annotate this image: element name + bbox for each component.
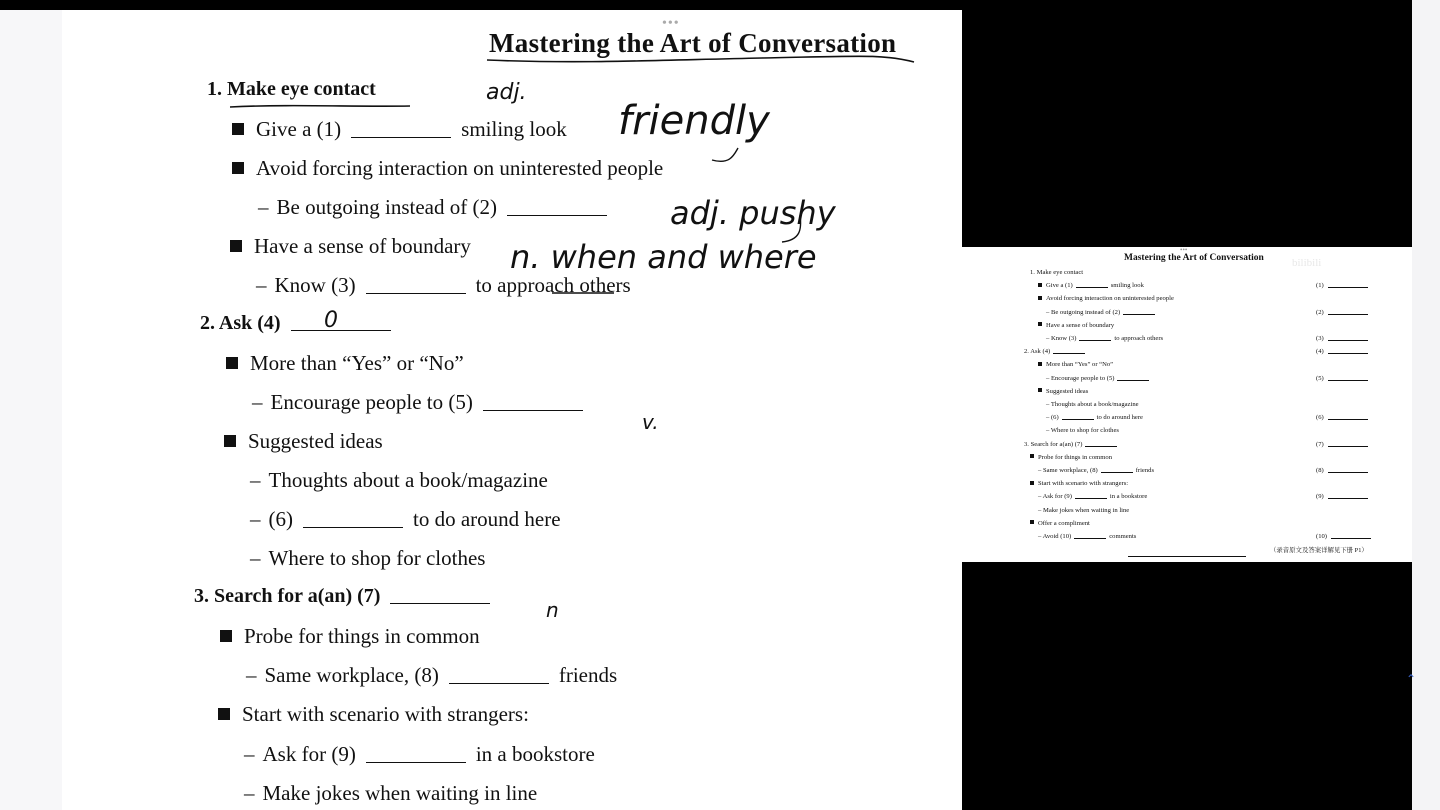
outline-subitem: [252, 390, 593, 415]
answer-line: [1331, 538, 1371, 539]
dash-marker: –: [1038, 533, 1043, 540]
answer-blank[interactable]: [291, 330, 391, 331]
answer-number: (7): [1316, 440, 1324, 448]
document-page: [62, 10, 962, 810]
thumbnail-line-text-after: comments: [1109, 533, 1137, 540]
thumbnail-line-text: Make jokes when waiting in line: [1042, 506, 1130, 514]
answer-number: (4): [1316, 348, 1324, 356]
answer-blank[interactable]: [483, 410, 583, 411]
thumbnail-line-text-after: to do around here: [1096, 414, 1143, 422]
outline-text: Be outgoing instead of (2): [276, 195, 497, 219]
outline-text-after: smiling look: [461, 117, 567, 141]
thumbnail-answer-slot: [1316, 414, 1368, 421]
answer-number: (8): [1316, 467, 1324, 474]
thumbnail-blank: [1079, 340, 1111, 341]
thumbnail-line-text: More than “Yes” or “No”: [1046, 361, 1114, 369]
thumbnail-line: [1038, 361, 1113, 368]
outline-text: Have a sense of boundary: [254, 234, 471, 258]
thumbnail-blank: [1123, 314, 1155, 315]
thumbnail-line: [1038, 507, 1129, 514]
outline-bullet: [218, 702, 529, 727]
outline-text: 2. Ask (4): [200, 312, 281, 334]
thumbnail-line-text: Suggested ideas: [1046, 387, 1089, 395]
dash-marker: –: [246, 663, 257, 687]
thumbnail-line: [1038, 493, 1147, 500]
answer-line: [1328, 498, 1368, 499]
answer-line: [1328, 446, 1368, 447]
handwritten-answer-friendly: friendly: [618, 98, 770, 144]
thumbnail-line-text: Have a sense of boundary: [1046, 321, 1115, 329]
outline-subitem: [250, 468, 548, 493]
answer-number: (3): [1316, 335, 1324, 342]
thumbnail-answer-slot: [1316, 375, 1368, 382]
answer-blank[interactable]: [507, 215, 607, 216]
outline-text: More than “Yes” or “No”: [250, 351, 464, 375]
thumbnail-footnote: （录音原文及答案详解见下册 P1）: [1270, 547, 1368, 554]
outline-text: Encourage people to (5): [270, 390, 473, 414]
thumbnail-line-text: 3. Search for a(an) (7): [1024, 440, 1083, 448]
thumbnail-line-text: Same workplace, (8): [1042, 467, 1098, 474]
thumbnail-blank: [1085, 446, 1117, 447]
thumbnail-line: [1024, 441, 1120, 448]
outline-text: Know (3): [274, 273, 356, 297]
bracket-stroke: [712, 148, 738, 161]
page-title: Mastering the Art of Conversation: [489, 28, 897, 58]
outline-text: Ask for (9): [262, 742, 356, 766]
thumbnail-line: [1038, 533, 1136, 540]
outline-text-after: to approach others: [475, 273, 631, 297]
thumbnail-line: [1046, 401, 1139, 408]
outline-text: Same workplace, (8): [264, 663, 439, 687]
answer-blank[interactable]: [449, 683, 549, 684]
outline-text: Avoid forcing interaction on uninterested people: [256, 156, 664, 180]
heading-underline-stroke: [230, 106, 410, 107]
chevron-up-icon[interactable]: ⌃: [1406, 672, 1417, 686]
handwritten-ask-mark: 0: [324, 308, 338, 333]
outline-bullet: [224, 429, 383, 454]
thumbnail-line: [1046, 414, 1143, 421]
square-bullet-icon: [1030, 520, 1034, 524]
outline-heading: [207, 78, 376, 101]
thumbnail-line: [1038, 467, 1154, 474]
outline-subitem: [250, 507, 561, 532]
outline-bullet: [232, 156, 663, 181]
thumbnail-line-text: Know (3): [1050, 335, 1077, 342]
dash-marker: –: [250, 507, 261, 531]
thumbnail-line: [1038, 282, 1144, 289]
dash-marker: –: [244, 781, 255, 805]
thumbnail-line-text: Ask for (9): [1042, 493, 1072, 501]
thumbnail-blank: [1075, 498, 1107, 499]
outline-bullet: [232, 117, 567, 142]
thumbnail-answer-slot: [1316, 441, 1368, 448]
answer-number: (5): [1316, 374, 1324, 382]
thumbnail-line-text: Encourage people to (5): [1050, 374, 1115, 382]
square-bullet-icon: [1038, 296, 1042, 300]
outline-bullet: [226, 351, 464, 376]
outline-text-after: friends: [558, 663, 618, 687]
square-bullet-icon: [1038, 388, 1042, 392]
outline-text: Probe for things in common: [244, 624, 480, 648]
outline-text-after: in a bookstore: [475, 742, 595, 766]
outline-subitem: [246, 663, 617, 688]
dash-marker: –: [250, 468, 261, 492]
handwritten-adj-note: adj.: [486, 80, 527, 105]
top-black-strip: [0, 0, 1440, 10]
thumbnail-line-text: Where to shop for clothes: [1050, 427, 1119, 435]
thumbnail-line: [1046, 427, 1119, 434]
outline-text: 3. Search for a(an) (7): [194, 585, 381, 607]
thumbnail-answer-slot: [1316, 467, 1368, 474]
dash-marker: –: [1046, 308, 1051, 316]
thumbnail-answer-slot: [1316, 282, 1368, 289]
answer-line: [1328, 419, 1368, 420]
square-bullet-icon: [232, 123, 244, 135]
square-bullet-icon: [1038, 283, 1042, 287]
outline-text: (6): [268, 507, 293, 531]
outline-text: Make jokes when waiting in line: [262, 781, 538, 805]
thumbnail-line: [1024, 348, 1088, 355]
thumbnail-line-text: 2. Ask (4): [1024, 348, 1051, 356]
thumbnail-line: [1038, 295, 1174, 302]
outline-text: Thoughts about a book/magazine: [268, 468, 548, 492]
answer-line: [1328, 340, 1368, 341]
thumbnail-blank: [1101, 472, 1133, 473]
thumbnail-line-text: Start with scenario with strangers:: [1038, 480, 1129, 488]
outline-text-after: to do around here: [413, 507, 561, 531]
right-edge-panel: [1412, 0, 1440, 810]
handwritten-verb-note: v.: [642, 410, 659, 434]
dash-marker: –: [252, 390, 263, 414]
dash-marker: –: [1046, 374, 1051, 382]
thumbnail-watermark: bilibili: [1292, 257, 1322, 269]
square-bullet-icon: [1038, 322, 1042, 326]
thumbnail-line: [1046, 335, 1163, 342]
thumbnail-line-text: Avoid (10): [1042, 533, 1072, 540]
answer-blank[interactable]: [366, 293, 466, 294]
answer-blank[interactable]: [351, 137, 451, 138]
answer-line: [1328, 287, 1368, 288]
thumbnail-answer-slot: [1316, 335, 1368, 342]
thumbnail-line: [1030, 269, 1083, 276]
outline-text: Give a (1): [256, 117, 342, 141]
thumbnail-line-text: Probe for things in common: [1038, 453, 1112, 461]
thumbnail-line-text: (6): [1050, 414, 1059, 422]
dash-marker: –: [1046, 335, 1051, 342]
outline-subitem: [244, 742, 595, 767]
thumbnail-line-text-after: smiling look: [1110, 282, 1144, 290]
dash-marker: –: [250, 546, 261, 570]
thumbnail-line: [1030, 454, 1112, 461]
answer-blank[interactable]: [303, 527, 403, 528]
answer-number: (10): [1316, 533, 1327, 540]
dash-marker: –: [1038, 506, 1043, 514]
answer-blank[interactable]: [366, 762, 466, 763]
square-bullet-icon: [220, 630, 232, 642]
square-bullet-icon: [218, 708, 230, 720]
thumbnail-blank: [1053, 353, 1085, 354]
handwritten-noun-note: n: [546, 598, 559, 622]
thumbnail-line-text: Thoughts about a book/magazine: [1050, 401, 1139, 408]
thumbnail-answer-slot: [1316, 309, 1368, 316]
thumbnail-line: [1030, 520, 1090, 527]
outline-subitem: [244, 781, 537, 806]
outline-bullet: [230, 234, 471, 259]
square-bullet-icon: [226, 357, 238, 369]
square-bullet-icon: [232, 162, 244, 174]
thumbnail-blank: [1117, 380, 1149, 381]
thumbnail-line-text-after: friends: [1135, 467, 1155, 474]
square-bullet-icon: [230, 240, 242, 252]
thumbnail-line-text: 1. Make eye contact: [1030, 269, 1084, 276]
thumbnail-line-text: Avoid forcing interaction on uninterested people: [1046, 295, 1174, 303]
answer-number: (1): [1316, 282, 1324, 290]
handwritten-answer-pushy: adj. pushy: [670, 194, 836, 232]
thumbnail-blank: [1076, 287, 1108, 288]
answer-blank[interactable]: [390, 603, 490, 604]
thumbnail-line-text-after: to approach others: [1114, 335, 1164, 342]
dash-marker: –: [1046, 401, 1051, 408]
answer-number: (6): [1316, 414, 1324, 422]
thumbnail-answer-slot: [1316, 533, 1371, 540]
thumbnail-line-text: Give a (1): [1046, 282, 1073, 290]
thumbnail-line: [1046, 309, 1158, 316]
outline-text: Start with scenario with strangers:: [242, 702, 529, 726]
outline-text: Suggested ideas: [248, 429, 383, 453]
thumbnail-blank: [1062, 419, 1094, 420]
dash-marker: –: [1038, 493, 1043, 501]
dash-marker: –: [1046, 427, 1051, 435]
thumbnail-answer-slot: [1316, 348, 1368, 355]
square-bullet-icon: [1030, 454, 1034, 458]
outline-bullet: [220, 624, 480, 649]
outline-text: 1. Make eye contact: [207, 78, 376, 100]
thumbnail-line: [1038, 388, 1088, 395]
outline-subitem: [250, 546, 485, 571]
thumbnail-answer-slot: [1316, 493, 1368, 500]
thumbnail-line: [1038, 322, 1114, 329]
outline-subitem: [258, 195, 617, 220]
page-thumbnail[interactable]: [962, 247, 1412, 562]
left-gutter: [0, 10, 62, 810]
square-bullet-icon: [224, 435, 236, 447]
square-bullet-icon: [1030, 481, 1034, 485]
thumbnail-title: Mastering the Art of Conversation: [1124, 253, 1264, 263]
answer-line: [1328, 314, 1368, 315]
outline-subitem: [256, 273, 631, 298]
thumbnail-footer-rule: [1128, 556, 1246, 557]
thumbnail-line-text: Offer a compliment: [1038, 519, 1090, 527]
thumbnail-line-text: Be outgoing instead of (2): [1050, 308, 1121, 316]
dash-marker: –: [1038, 467, 1043, 474]
outline-heading: [194, 585, 500, 608]
answer-line: [1328, 380, 1368, 381]
dash-marker: –: [244, 742, 255, 766]
thumbnail-blank: [1074, 538, 1106, 539]
handwritten-answer-when-and-where: n. when and where: [510, 238, 817, 276]
thumbnail-line: [1030, 480, 1128, 487]
thumbnail-drag-handle[interactable]: •••: [1180, 247, 1188, 254]
document-drag-handle[interactable]: •••: [662, 16, 680, 31]
thumbnail-line: [1046, 375, 1152, 382]
outline-text: Where to shop for clothes: [268, 546, 486, 570]
answer-number: (9): [1316, 493, 1324, 501]
thumbnail-line-text-after: in a bookstore: [1109, 493, 1148, 501]
answer-number: (2): [1316, 308, 1324, 316]
dash-marker: –: [256, 273, 267, 297]
dash-marker: –: [1046, 414, 1051, 422]
outline-heading: [200, 312, 401, 335]
answer-line: [1328, 353, 1368, 354]
dash-marker: –: [258, 195, 269, 219]
square-bullet-icon: [1038, 362, 1042, 366]
answer-line: [1328, 472, 1368, 473]
